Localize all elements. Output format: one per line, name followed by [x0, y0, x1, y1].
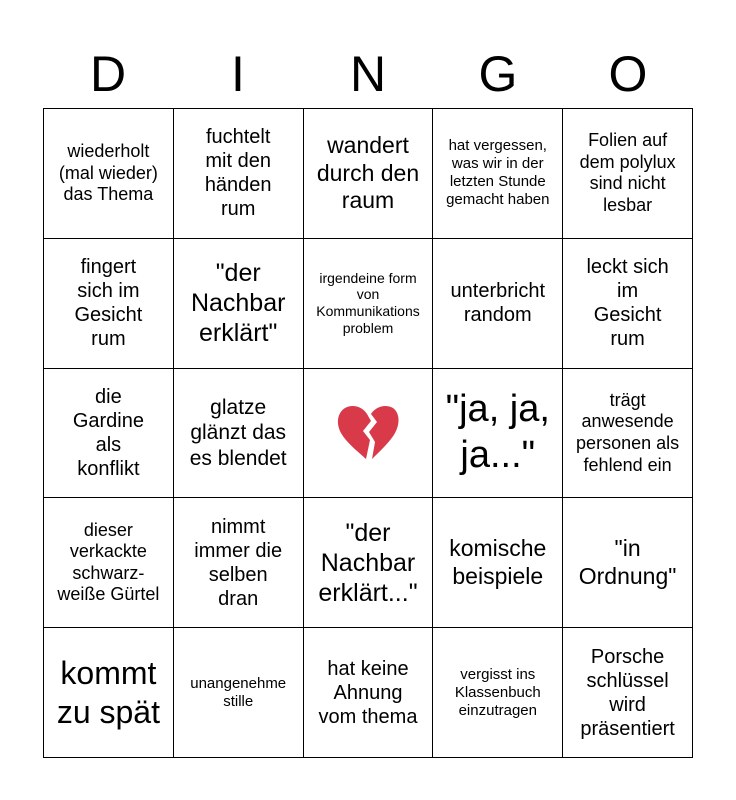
cell-text: trägt anwesende personen als fehlend ein	[576, 389, 680, 475]
bingo-cell[interactable]	[174, 498, 304, 628]
header-letter-i: I	[231, 46, 245, 102]
bingo-cell[interactable]	[44, 628, 174, 758]
cell-text: hat vergessen, was wir in der letzten Stunde gemacht haben	[446, 137, 550, 209]
bingo-cell[interactable]	[44, 239, 174, 369]
cell-text: hat keine Ahnung vom thema	[318, 657, 418, 728]
bingo-cell[interactable]	[304, 498, 434, 628]
header-letter-o: O	[608, 46, 648, 102]
bingo-cell[interactable]	[433, 369, 563, 499]
cell-text: Porsche schlüssel wird präsentiert	[580, 645, 675, 740]
bingo-cell[interactable]	[174, 109, 304, 239]
cell-text: "der Nachbar erklärt"	[190, 259, 286, 348]
cell-text: fuchtelt mit den händen rum	[204, 126, 272, 221]
bingo-cell[interactable]	[174, 239, 304, 369]
bingo-cell[interactable]	[44, 498, 174, 628]
bingo-cell[interactable]	[304, 628, 434, 758]
bingo-cell[interactable]	[174, 369, 304, 499]
bingo-cell[interactable]	[563, 239, 693, 369]
bingo-cell[interactable]	[44, 109, 174, 239]
bingo-cell[interactable]	[433, 109, 563, 239]
bingo-card	[43, 108, 693, 758]
cell-text: "in Ordnung"	[578, 535, 677, 589]
header-letter-g: G	[478, 46, 518, 102]
cell-text: unterbricht random	[450, 280, 546, 327]
cell-text: glatze glänzt das es blendet	[189, 396, 287, 470]
bingo-cell[interactable]	[563, 628, 693, 758]
bingo-header	[43, 40, 693, 108]
cell-text: Folien auf dem polylux sind nicht lesbar	[579, 130, 676, 215]
cell-text: vergisst ins Klassenbuch einzutragen	[454, 665, 541, 719]
bingo-cell[interactable]	[433, 628, 563, 758]
bingo-cell[interactable]	[304, 109, 434, 239]
cell-text: "der Nachbar erklärt..."	[318, 518, 418, 607]
bingo-cell[interactable]	[563, 369, 693, 499]
cell-text: fingert sich im Gesicht rum	[74, 256, 143, 351]
cell-text: leckt sich im Gesicht rum	[586, 256, 669, 351]
cell-text: "ja, ja, ja..."	[445, 388, 550, 476]
cell-text: wiederholt (mal wieder) das Thema	[58, 141, 158, 205]
free-space-cell[interactable]	[304, 369, 434, 499]
cell-text: wandert durch den raum	[316, 132, 420, 214]
cell-text: dieser verkackte schwarz-weiße Gürtel	[57, 519, 160, 605]
bingo-cell[interactable]	[174, 628, 304, 758]
bingo-cell[interactable]	[433, 239, 563, 369]
cell-text: unangenehme stille	[190, 674, 287, 710]
bingo-cell[interactable]	[304, 239, 434, 369]
bingo-cell[interactable]	[44, 369, 174, 499]
cell-text: komische beispiele	[449, 535, 547, 589]
bingo-cell[interactable]	[433, 498, 563, 628]
header-letter-n: N	[349, 46, 387, 102]
cell-text: die Gardine als konflikt	[72, 385, 144, 480]
cell-text: nimmt immer die selben dran	[194, 515, 283, 610]
broken-heart-icon	[336, 404, 400, 462]
bingo-cell[interactable]	[563, 109, 693, 239]
header-letter-d: D	[89, 46, 127, 102]
bingo-cell[interactable]	[563, 498, 693, 628]
cell-text: irgendeine form von Kommunikations problem	[316, 269, 420, 336]
cell-text: kommt zu spät	[56, 655, 160, 730]
